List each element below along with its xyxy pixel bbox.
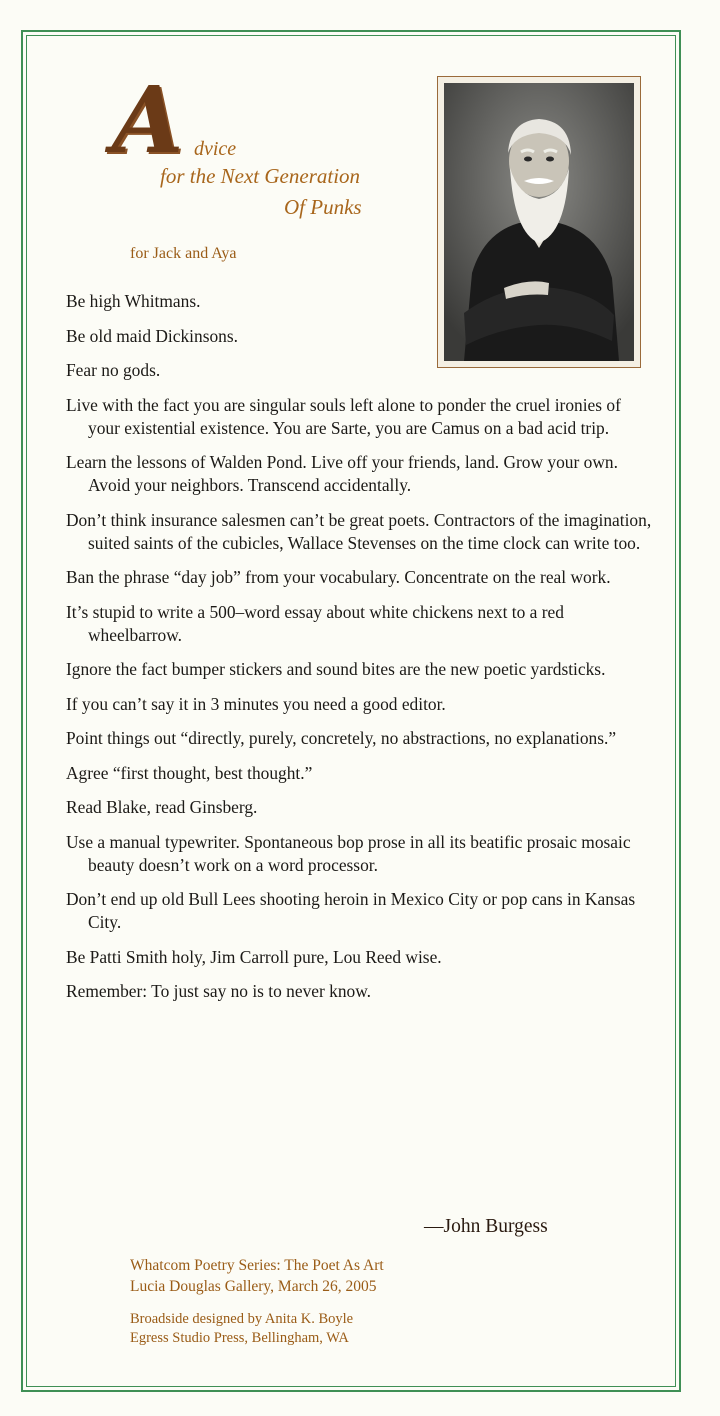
venue-line: Lucia Douglas Gallery, March 26, 2005: [130, 1278, 377, 1295]
poem-line: Remember: To just say no is to never know.: [66, 981, 372, 1001]
poem-line: Read Blake, read Ginsberg.: [66, 797, 258, 817]
poem-line: Ban the phrase “day job” from your vocabulary. Concentrate on the real work.: [66, 567, 611, 587]
poem-line: Don’t end up old Bull Lees shooting heroin in Mexico City or pop cans in Kansas City.: [66, 889, 636, 932]
designer-line: Broadside designed by Anita K. Boyle: [130, 1311, 354, 1327]
title-line-3: Of Punks: [284, 195, 362, 219]
press-line: Egress Studio Press, Bellingham, WA: [130, 1330, 349, 1346]
event-credit: [130, 1255, 384, 1297]
series-line: Whatcom Poetry Series: The Poet As Art: [130, 1257, 384, 1274]
title-line-1: dvice: [194, 138, 237, 160]
poem-line: Live with the fact you are singular souls left alone to ponder the cruel ironies of your existential existence. You are Sarte, you are Camus on a bad acid trip.: [66, 394, 621, 438]
poem-line: Fear no gods.: [66, 360, 161, 380]
poem-line: Agree “first thought, best thought.”: [66, 762, 313, 783]
poem-line: Be high Whitmans.: [66, 291, 201, 311]
poem-line: Ignore the fact bumper stickers and sound bites are the new poetic yardsticks.: [66, 659, 606, 679]
poem-line: Be Patti Smith holy, Jim Carroll pure, Lou Reed wise.: [66, 946, 442, 967]
title-drop-cap: A: [112, 66, 184, 174]
author-signature: —John Burgess: [424, 1216, 548, 1237]
poem-line: Don’t think insurance salesmen can’t be great poets. Contractors of the imagination, suited saints of the cubicles, Wallace Stevenses on the time clock can write too.: [66, 509, 652, 553]
title-line-2: for the Next Generation: [160, 164, 361, 188]
poem-line: Use a manual typewriter. Spontaneous bop prose in all its beatific prosaic mosaic beauty doesn’t work on a word processor.: [66, 831, 631, 875]
poem-line: It’s stupid to write a 500–word essay about white chickens next to a red wheelbarrow.: [66, 601, 564, 645]
poem-line: Be old maid Dickinsons.: [66, 325, 238, 346]
design-credit: [130, 1310, 353, 1348]
poem-line: Point things out “directly, purely, concretely, no abstractions, no explanations.”: [66, 728, 617, 748]
poem-line: Learn the lessons of Walden Pond. Live off your friends, land. Grow your own. Avoid your neighbors. Transcend accidentally.: [66, 452, 618, 495]
poem-body: [66, 290, 656, 1015]
dedication: for Jack and Aya: [130, 245, 237, 262]
poem-line: If you can’t say it in 3 minutes you need a good editor.: [66, 693, 446, 714]
